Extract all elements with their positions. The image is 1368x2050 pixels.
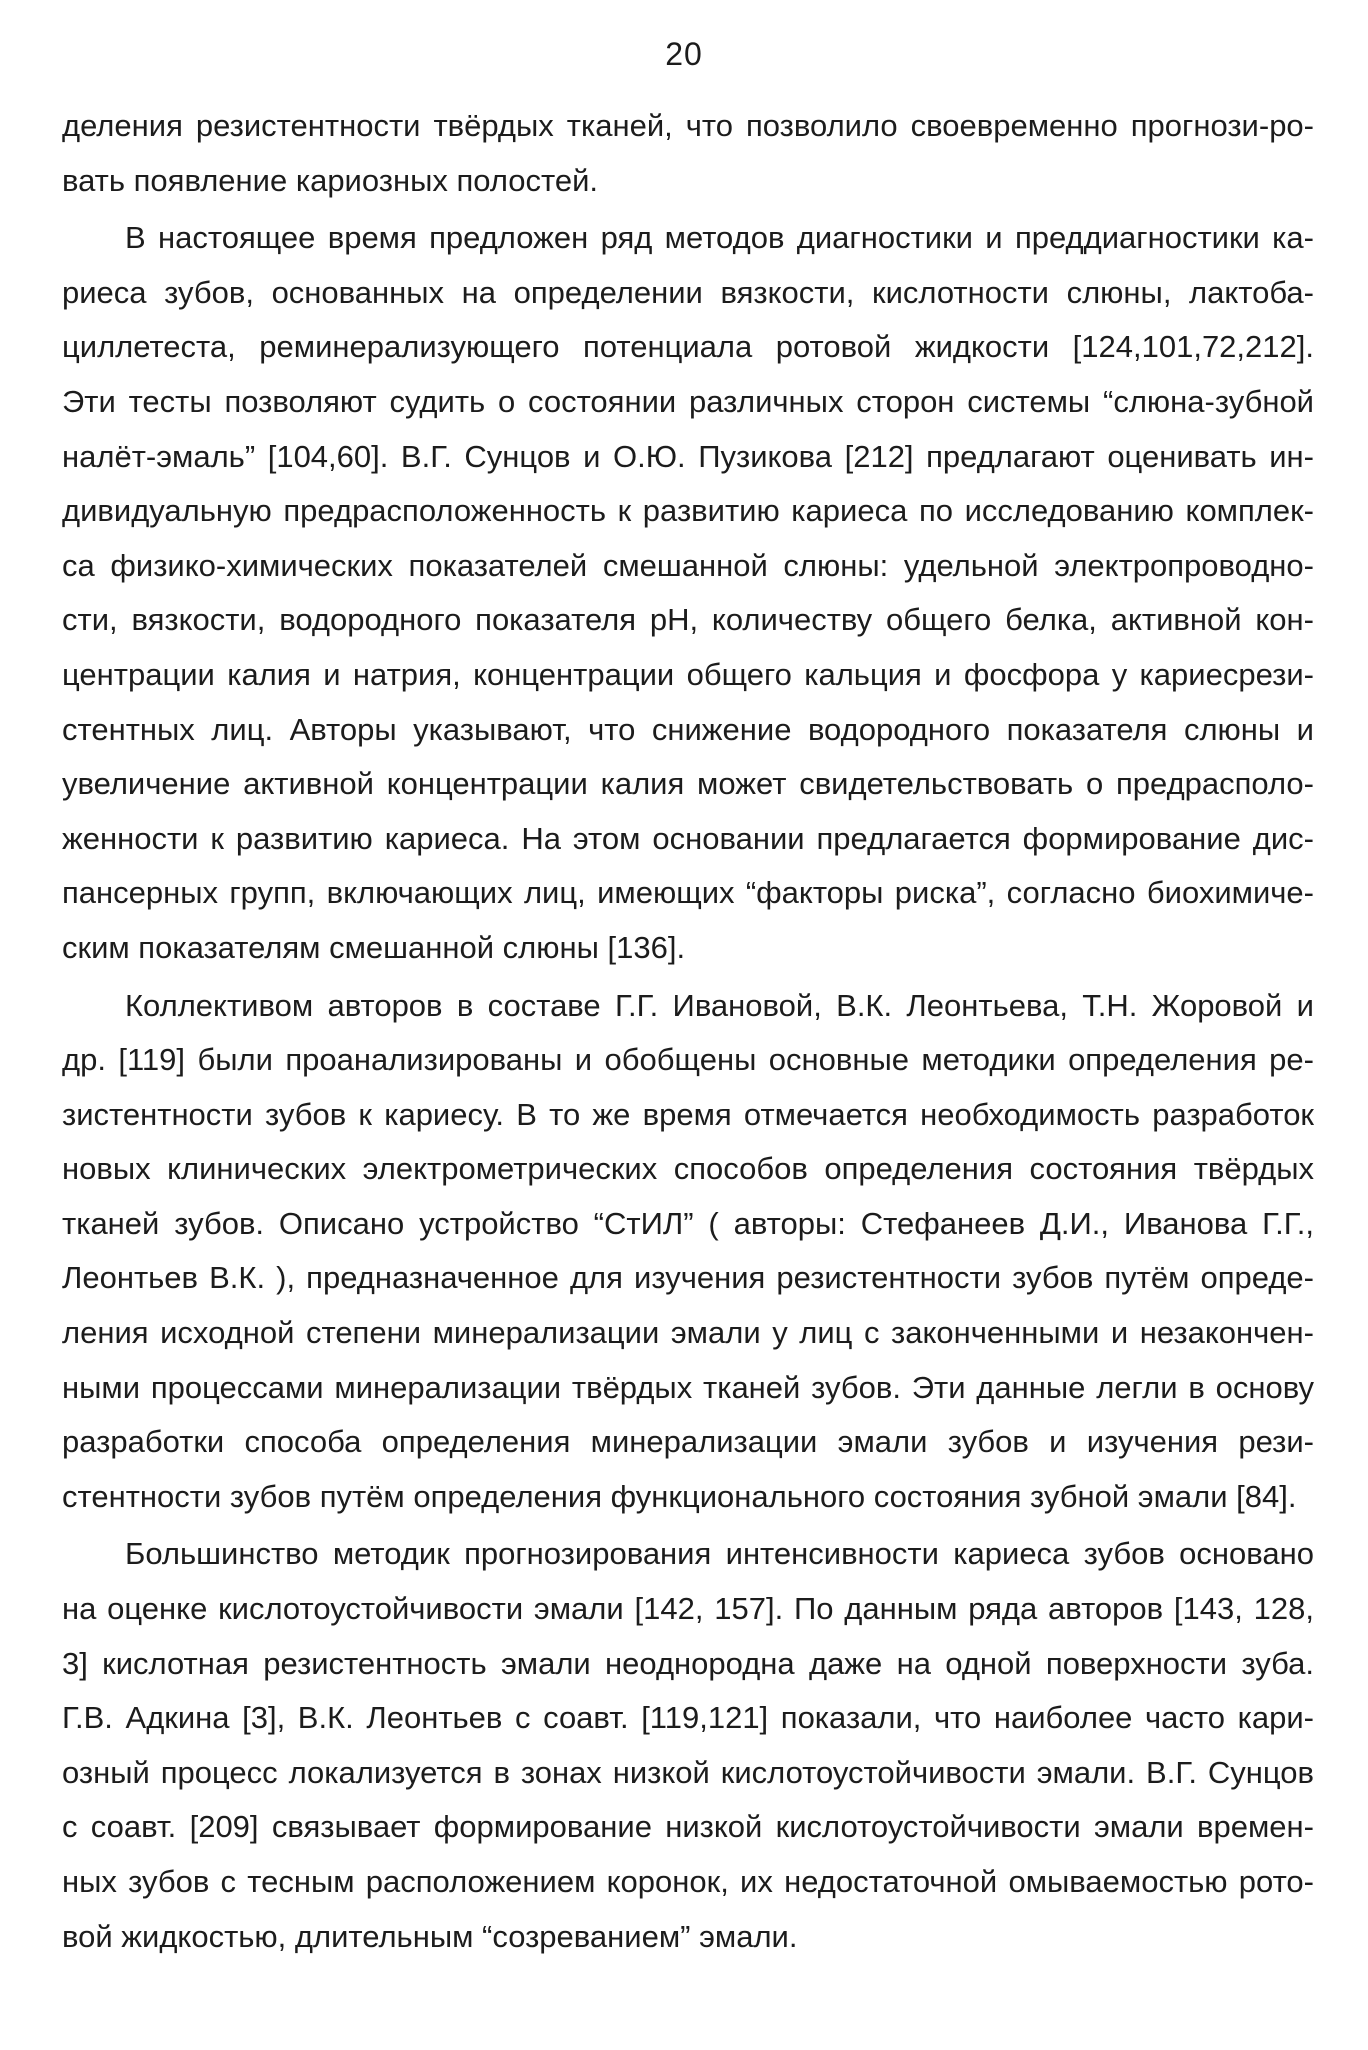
text-line: дивидуальную предрасположенность к развитию кариеса по исследованию комплек- (62, 493, 1314, 529)
text-line: с соавт. [209] связывает формирование низкой кислотоустойчивости эмали времен- (62, 1809, 1314, 1845)
text-line: увеличение активной концентрации калия может свидетельствовать о предрасполо- (62, 766, 1314, 802)
text-line: стентных лиц. Авторы указывают, что снижение водородного показателя слюны и (62, 711, 1314, 747)
text-line: стентности зубов путём определения функционального состояния зубной эмали [84]. (62, 1478, 1297, 1514)
paragraph (62, 1527, 1314, 1964)
text-line: ления исходной степени минерализации эмали у лиц с законченными и незакончен- (62, 1315, 1314, 1351)
paragraph (62, 979, 1314, 1525)
text-line: тканей зубов. Описано устройство “СтИЛ” ( авторы: Стефанеев Д.И., Иванова Г.Г., (62, 1205, 1314, 1241)
text-line: Эти тесты позволяют судить о состоянии различных сторон системы “слюна-зубной (62, 383, 1314, 419)
text-line: деления резистентности твёрдых тканей, что позволило своевременно прогнози-ро- (62, 108, 1314, 143)
text-line: риеса зубов, основанных на определении вязкости, кислотности слюны, лактоба- (62, 274, 1314, 310)
text-line: Коллективом авторов в составе Г.Г. Ивановой, В.К. Леонтьева, Т.Н. Жоровой и (125, 987, 1314, 1023)
text-line: озный процесс локализуется в зонах низкой кислотоустойчивости эмали. В.Г. Сунцов (62, 1754, 1314, 1790)
paragraph (62, 211, 1314, 975)
text-line: вать появление кариозных полостей. (62, 162, 599, 198)
text-line: ными процессами минерализации твёрдых тканей зубов. Эти данные легли в основу (62, 1369, 1314, 1405)
text-line: ским показателям смешанной слюны [136]. (62, 929, 686, 965)
text-line: ных зубов с тесным расположением коронок, их недостаточной омываемостью рото- (62, 1864, 1314, 1899)
text-line: новых клинических электрометрических способов определения состояния твёрдых (62, 1151, 1314, 1187)
text-line: 3] кислотная резистентность эмали неоднородна даже на одной поверхности зуба. (62, 1645, 1314, 1681)
text-line: др. [119] были проанализированы и обобщены основные методики определения ре- (62, 1042, 1314, 1078)
text-line: циллетеста, реминерализующего потенциала ротовой жидкости [124,101,72,212]. (62, 329, 1314, 365)
text-line: Большинство методик прогнозирования интенсивности кариеса зубов основано (125, 1536, 1314, 1572)
text-line: сти, вязкости, водородного показателя pH, количеству общего белка, активной кон- (62, 602, 1314, 638)
text-line: Леонтьев В.К. ), предназначенное для изучения резистентности зубов путём опреде- (62, 1260, 1314, 1296)
body-text (62, 99, 1314, 1964)
text-line: са физико-химических показателей смешанной слюны: удельной электропроводно- (62, 547, 1314, 583)
text-line: на оценке кислотоустойчивости эмали [142, 157]. По данным ряда авторов [143, 128, (62, 1591, 1314, 1627)
text-line: В настоящее время предложен ряд методов диагностики и преддиагностики ка- (125, 220, 1314, 256)
text-line: разработки способа определения минерализации эмали зубов и изучения рези- (62, 1424, 1314, 1460)
paragraph (62, 99, 1314, 208)
text-line: пансерных групп, включающих лиц, имеющих “факторы риска”, согласно биохимиче- (62, 875, 1314, 911)
text-line: центрации калия и натрия, концентрации общего кальция и фосфора у кариесрези- (62, 656, 1314, 692)
text-line: вой жидкостью, длительным “созреванием” эмали. (62, 1918, 798, 1954)
page-number: 20 (665, 36, 703, 72)
text-line: женности к развитию кариеса. На этом основании предлагается формирование дис- (62, 820, 1314, 856)
text-line: налёт-эмаль” [104,60]. В.Г. Сунцов и О.Ю. Пузикова [212] предлагают оценивать ин- (62, 438, 1314, 474)
text-line: Г.В. Адкина [3], В.К. Леонтьев с соавт. [119,121] показали, что наиболее часто кари- (62, 1700, 1314, 1736)
text-line: зистентности зубов к кариесу. В то же время отмечается необходимость разработок (62, 1096, 1314, 1132)
